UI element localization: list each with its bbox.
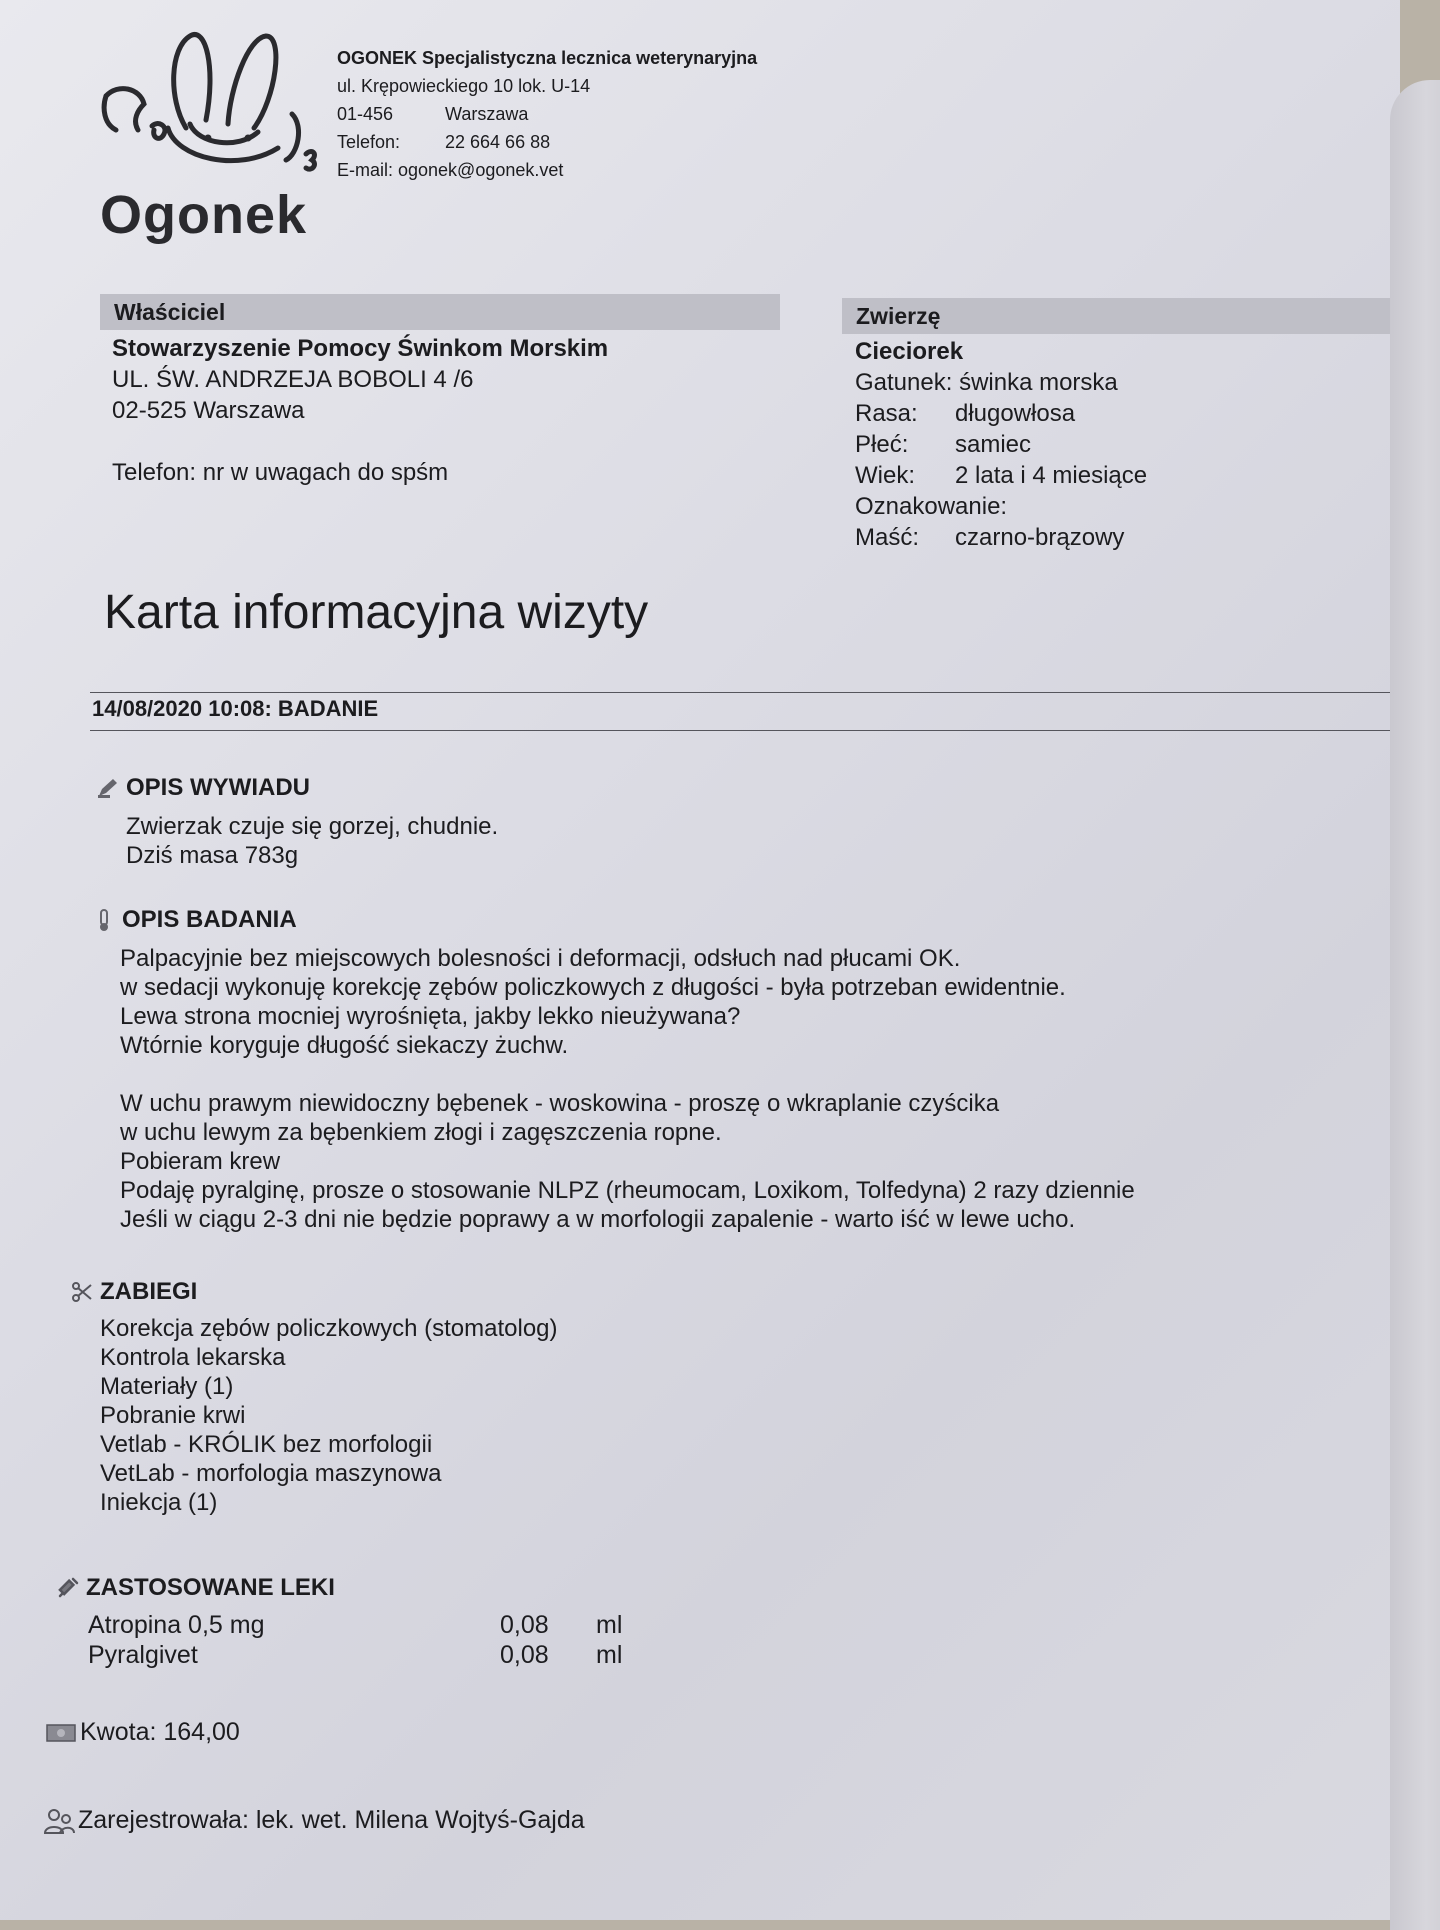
procedures-section xyxy=(70,1278,558,1517)
animal-field-label: Wiek: xyxy=(855,462,915,489)
exam-section xyxy=(92,906,1135,1234)
text-line: Wtórnie koryguje długość siekaczy żuchw. xyxy=(120,1032,569,1059)
rabbit-logo-icon xyxy=(98,28,338,178)
text-line: Dziś masa 783g xyxy=(126,842,299,869)
registered-text: Zarejestrowała: lek. wet. Milena Wojtyś-Gajda xyxy=(78,1806,585,1834)
drug-row xyxy=(88,1640,622,1670)
procedure-item: Iniekcja (1) xyxy=(100,1489,218,1516)
procedure-item: Kontrola lekarska xyxy=(100,1344,286,1371)
animal-block xyxy=(855,336,1147,553)
section-heading: OPIS BADANIA xyxy=(122,906,297,933)
procedure-item: Korekcja zębów policzkowych (stomatolog) xyxy=(100,1315,558,1342)
section-heading: ZASTOSOWANE LEKI xyxy=(86,1574,335,1601)
drug-qty: 0,08 xyxy=(500,1641,549,1669)
animal-field xyxy=(855,429,1147,460)
owner-city: 02-525 Warszawa xyxy=(112,397,305,424)
visit-heading: 14/08/2020 10:08: BADANIE xyxy=(92,696,379,721)
procedure-item: Materiały (1) xyxy=(100,1373,234,1400)
procedure-item: Pobranie krwi xyxy=(100,1402,246,1429)
animal-field xyxy=(855,522,1147,553)
clinic-email: E-mail: ogonek@ogonek.vet xyxy=(337,160,564,180)
clinic-phone-label: Telefon: xyxy=(337,132,401,152)
animal-field-label: Oznakowanie: xyxy=(855,493,1008,520)
syringe-icon xyxy=(56,1576,80,1600)
logo-wordmark: Ogonek xyxy=(100,185,308,245)
pen-icon xyxy=(96,776,120,800)
owner-header: Właściciel xyxy=(100,294,780,330)
text-line: w uchu lewym za bębenkiem złogi i zagęszczenia ropne. xyxy=(120,1119,722,1146)
owner-street: UL. ŚW. ANDRZEJA BOBOLI 4 /6 xyxy=(112,366,474,393)
money-icon xyxy=(46,1722,76,1744)
procedure-item: VetLab - morfologia maszynowa xyxy=(100,1460,442,1487)
animal-name: Cieciorek xyxy=(855,338,964,365)
clinic-city: Warszawa xyxy=(445,104,529,124)
text-line: W uchu prawym niewidoczny bębenek - woskowina - proszę o wkraplanie czyścika xyxy=(120,1090,1000,1117)
amount-row xyxy=(46,1718,240,1747)
text-line: Lewa strona mocniej wyrośnięta, jakby lekko nieużywana? xyxy=(120,1003,741,1030)
animal-field-value: samiec xyxy=(955,431,1032,458)
drug-name: Atropina 0,5 mg xyxy=(88,1611,265,1639)
paper-edge xyxy=(1390,80,1440,1930)
clinic-street: ul. Krępowieckiego 10 lok. U-14 xyxy=(337,76,591,96)
section-heading: ZABIEGI xyxy=(100,1278,198,1305)
animal-field-label: Maść: xyxy=(855,524,920,551)
user-icon xyxy=(42,1807,76,1835)
animal-field-label: Rasa: xyxy=(855,400,918,427)
interview-section xyxy=(96,774,498,870)
section-heading: OPIS WYWIADU xyxy=(126,774,310,801)
registered-row xyxy=(42,1806,585,1835)
animal-field xyxy=(855,491,1147,522)
animal-field xyxy=(855,398,1147,429)
text-line: Jeśli w ciągu 2-3 dni nie będzie poprawy a w morfologii zapalenie - warto iść w lewe ucho. xyxy=(120,1206,1076,1233)
animal-field-value: czarno-brązowy xyxy=(955,524,1125,551)
animal-field xyxy=(855,460,1147,491)
text-line: Zwierzak czuje się gorzej, chudnie. xyxy=(126,813,499,840)
animal-field-label: Płeć: xyxy=(855,431,909,458)
animal-field-value: długowłosa xyxy=(955,400,1076,427)
divider xyxy=(90,730,1400,731)
amount-text: Kwota: 164,00 xyxy=(80,1718,240,1746)
divider xyxy=(90,692,1400,693)
scissors-icon xyxy=(70,1280,94,1304)
procedure-item: Vetlab - KRÓLIK bez morfologii xyxy=(100,1431,433,1458)
drug-unit: ml xyxy=(596,1611,623,1639)
clinic-name: OGONEK Specjalistyczna lecznica weterynaryjna xyxy=(337,48,758,68)
text-line: Pobieram krew xyxy=(120,1148,281,1175)
animal-header: Zwierzę xyxy=(842,298,1392,334)
text-line: Palpacyjnie bez miejscowych bolesności i deformacji, odsłuch nad płucami OK. xyxy=(120,945,961,972)
drug-unit: ml xyxy=(596,1641,623,1669)
owner-block xyxy=(112,333,608,488)
animal-field-value: 2 lata i 4 miesiące xyxy=(955,462,1148,489)
drug-row xyxy=(88,1610,622,1640)
clinic-info xyxy=(337,44,757,184)
drug-qty: 0,08 xyxy=(500,1611,549,1639)
text-line: w sedacji wykonuję korekcję zębów policzkowych z długości - była potrzeban ewidentnie. xyxy=(120,974,1066,1001)
text-line: Podaję pyralginę, prosze o stosowanie NLPZ (rheumocam, Loxikom, Tolfedyna) 2 razy dziennie xyxy=(120,1177,1135,1204)
owner-name: Stowarzyszenie Pomocy Świnkom Morskim xyxy=(112,335,609,362)
document-title: Karta informacyjna wizyty xyxy=(104,586,649,639)
owner-phone: Telefon: nr w uwagach do spśm xyxy=(112,459,449,486)
thermometer-icon xyxy=(92,908,116,932)
drug-name: Pyralgivet xyxy=(88,1641,198,1669)
drugs-section xyxy=(56,1574,622,1670)
clinic-phone: 22 664 66 88 xyxy=(445,132,551,152)
animal-species: Gatunek: świnka morska xyxy=(855,369,1118,396)
clinic-postal: 01-456 xyxy=(337,104,394,124)
